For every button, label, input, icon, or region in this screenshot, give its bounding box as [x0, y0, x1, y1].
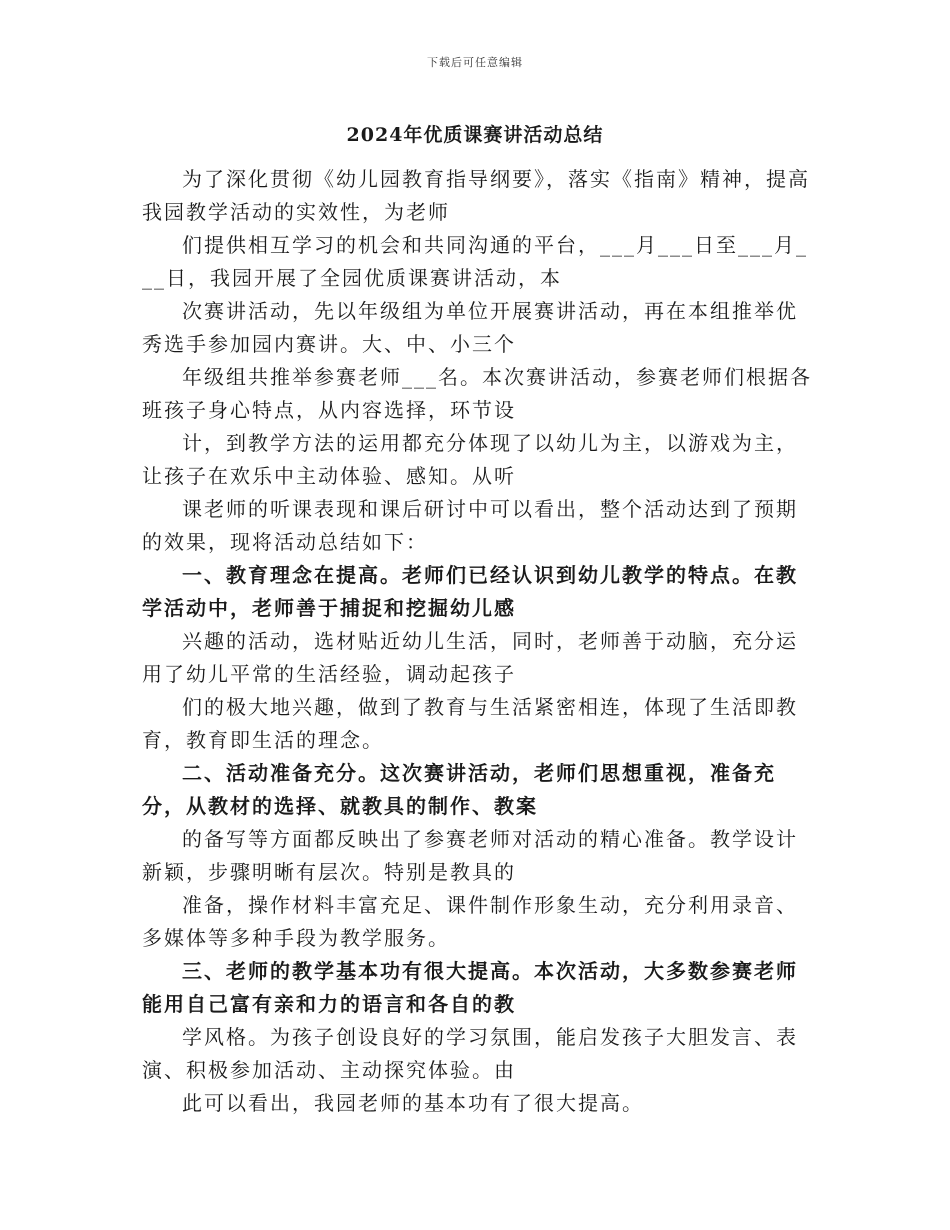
- document-title: 2024年优质课赛讲活动总结: [346, 124, 604, 146]
- paragraph: 为了深化贯彻《幼儿园教育指导纲要》，落实《指南》精神，提高我园教学活动的实效性，为老师: [142, 167, 810, 224]
- page-header-note: 下载后可任意编辑: [427, 56, 523, 69]
- document-body: [142, 163, 814, 1120]
- paragraph: 此可以看出，我园老师的基本功有了很大提高。: [182, 1091, 644, 1115]
- paragraph: 兴趣的活动，选材贴近幼儿生活，同时，老师善于动脑，充分运用了幼儿平常的生活经验，调动起孩子: [142, 629, 798, 686]
- paragraph: 们的极大地兴趣，做到了教育与生活紧密相连，体现了生活即教育，教育即生活的理念。: [142, 695, 798, 752]
- section-heading-paragraph: 一、教育理念在提高。老师们已经认识到幼儿教学的特点。在教学活动中，老师善于捕捉和挖掘幼儿感: [142, 563, 798, 620]
- paragraph: 学风格。为孩子创设良好的学习氛围，能启发孩子大胆发言、表演、积极参加活动、主动探究体验。由: [142, 1025, 798, 1082]
- paragraph: 的备写等方面都反映出了参赛老师对活动的精心准备。教学设计新颖，步骤明晰有层次。特别是教具的: [142, 827, 798, 884]
- section-heading-paragraph: 二、活动准备充分。这次赛讲活动，老师们思想重视，准备充分，从教材的选择、就教具的制作、教案: [142, 761, 776, 818]
- paragraph: 计，到教学方法的运用都充分体现了以幼儿为主，以游戏为主，让孩子在欢乐中主动体验、感知。从听: [142, 431, 798, 488]
- paragraph: 准备，操作材料丰富充足、课件制作形象生动，充分利用录音、多媒体等多种手段为教学服务。: [142, 893, 798, 950]
- paragraph: 们提供相互学习的机会和共同沟通的平台，___月___日至___月___日，我园开展了全园优质课赛讲活动，本: [142, 233, 808, 290]
- paragraph: 年级组共推举参赛老师___名。本次赛讲活动，参赛老师们根据各班孩子身心特点，从内容选择，环节设: [142, 365, 812, 422]
- paragraph: 次赛讲活动，先以年级组为单位开展赛讲活动，再在本组推举优秀选手参加园内赛讲。大、中、小三个: [142, 299, 798, 356]
- section-heading-paragraph: 三、老师的教学基本功有很大提高。本次活动，大多数参赛老师能用自己富有亲和力的语言和各自的教: [142, 959, 798, 1016]
- paragraph: 课老师的听课表现和课后研讨中可以看出，整个活动达到了预期的效果，现将活动总结如下：: [142, 497, 798, 554]
